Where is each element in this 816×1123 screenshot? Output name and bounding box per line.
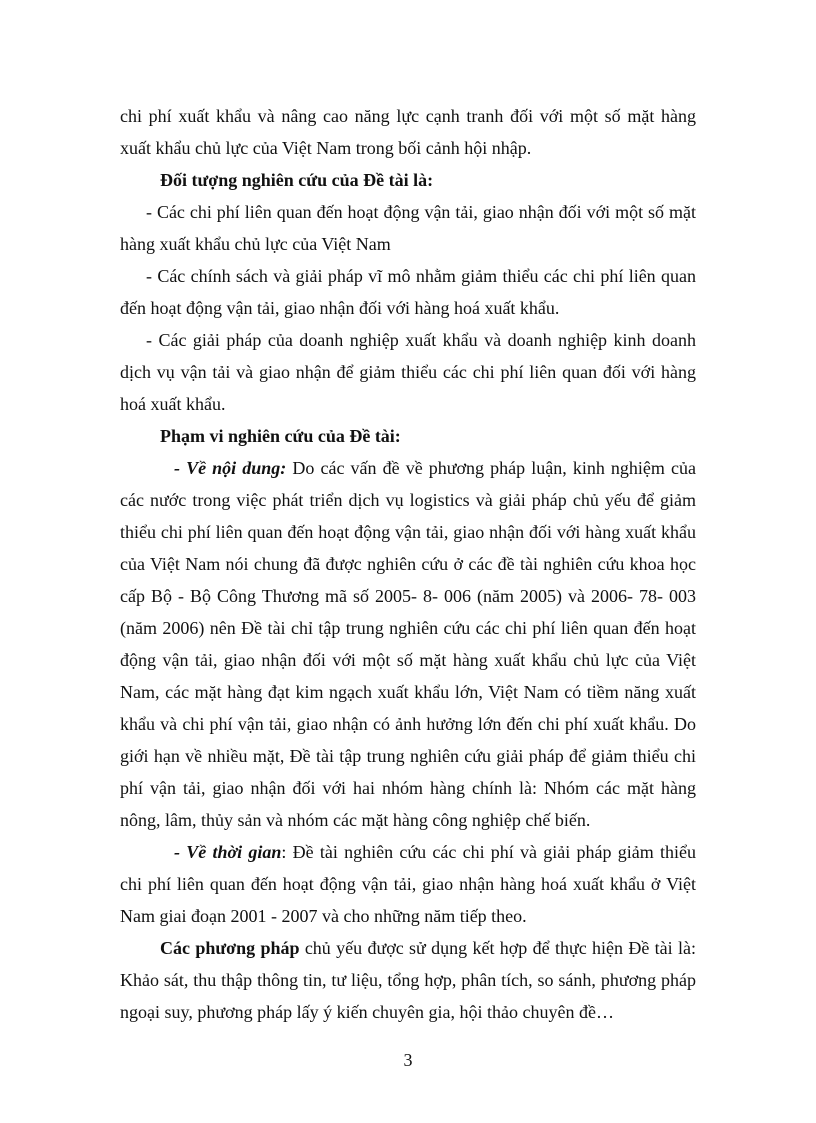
scope-time-paragraph: [120, 836, 696, 932]
objects-item-3: - Các giải pháp của doanh nghiệp xuất khẩu và doanh nghiệp kinh doanh dịch vụ vận tải và giao nhận để giảm thiểu các chi phí liên quan đối với hàng hoá xuất khẩu.: [120, 330, 696, 414]
scope-content-paragraph: [120, 452, 696, 836]
objects-item-2: - Các chính sách và giải pháp vĩ mô nhằm giảm thiểu các chi phí liên quan đến hoạt động vận tải, giao nhận đối với hàng hoá xuất khẩu.: [120, 266, 696, 318]
objects-item-1: - Các chi phí liên quan đến hoạt động vận tải, giao nhận đối với một số mặt hàng xuất khẩu chủ lực của Việt Nam: [120, 202, 696, 254]
methods-label: Các phương pháp: [160, 938, 300, 958]
scope-time-text: : Đề tài nghiên cứu các chi phí và giải pháp giảm thiểu chi phí liên quan đến hoạt động vận tải, giao nhận hàng hoá xuất khẩu ở Việt Nam giai đoạn 2001 - 2007 và cho những năm tiếp theo.: [120, 842, 696, 926]
objects-heading: Đối tượng nghiên cứu của Đề tài là:: [160, 170, 434, 190]
methods-text: chủ yếu được sử dụng kết hợp để thực hiện Đề tài là: Khảo sát, thu thập thông tin, tư liệu, tổng hợp, phân tích, so sánh, phương pháp ngoại suy, phương pháp lấy ý kiến chuyên gia, hội thảo chuyên đề…: [120, 938, 696, 1022]
scope-heading: Phạm vi nghiên cứu của Đề tài:: [160, 426, 401, 446]
scope-time-label: - Về thời gian: [174, 842, 282, 862]
document-page: [120, 100, 696, 1028]
scope-content-text: Do các vấn đề về phương pháp luận, kinh nghiệm của các nước trong việc phát triển dịch vụ logistics và giải pháp chủ yếu để giảm thiểu chi phí liên quan đến hoạt động vận tải, giao nhận đối với hàng xuất khẩu của Việt Nam nói chung đã được nghiên cứu ở các đề tài nghiên cứu khoa học cấp Bộ - Bộ Công Thương mã số 2005- 8- 006 (năm 2005) và 2006- 78- 003 (năm 2006) nên Đề tài chỉ tập trung nghiên cứu các chi phí liên quan đến hoạt động vận tải, giao nhận đối với một số mặt hàng xuất khẩu chủ lực của Việt Nam, các mặt hàng đạt kim ngạch xuất khẩu lớn, Việt Nam có tiềm năng xuất khẩu và chi phí vận tải, giao nhận có ảnh hưởng lớn đến chi phí xuất khẩu. Do giới hạn về nhiều mặt, Đề tài tập trung nghiên cứu giải pháp để giảm thiểu chi phí vận tải, giao nhận đối với hai nhóm hàng chính là: Nhóm các mặt hàng nông, lâm, thủy sản và nhóm các mặt hàng công nghiệp chế biến.: [120, 458, 696, 830]
methods-paragraph: [120, 932, 696, 1028]
intro-paragraph: chi phí xuất khẩu và nâng cao năng lực cạnh tranh đối với một số mặt hàng xuất khẩu chủ lực của Việt Nam trong bối cảnh hội nhập.: [120, 106, 696, 158]
scope-content-label: - Về nội dung:: [174, 458, 287, 478]
page-number: 3: [403, 1050, 413, 1070]
